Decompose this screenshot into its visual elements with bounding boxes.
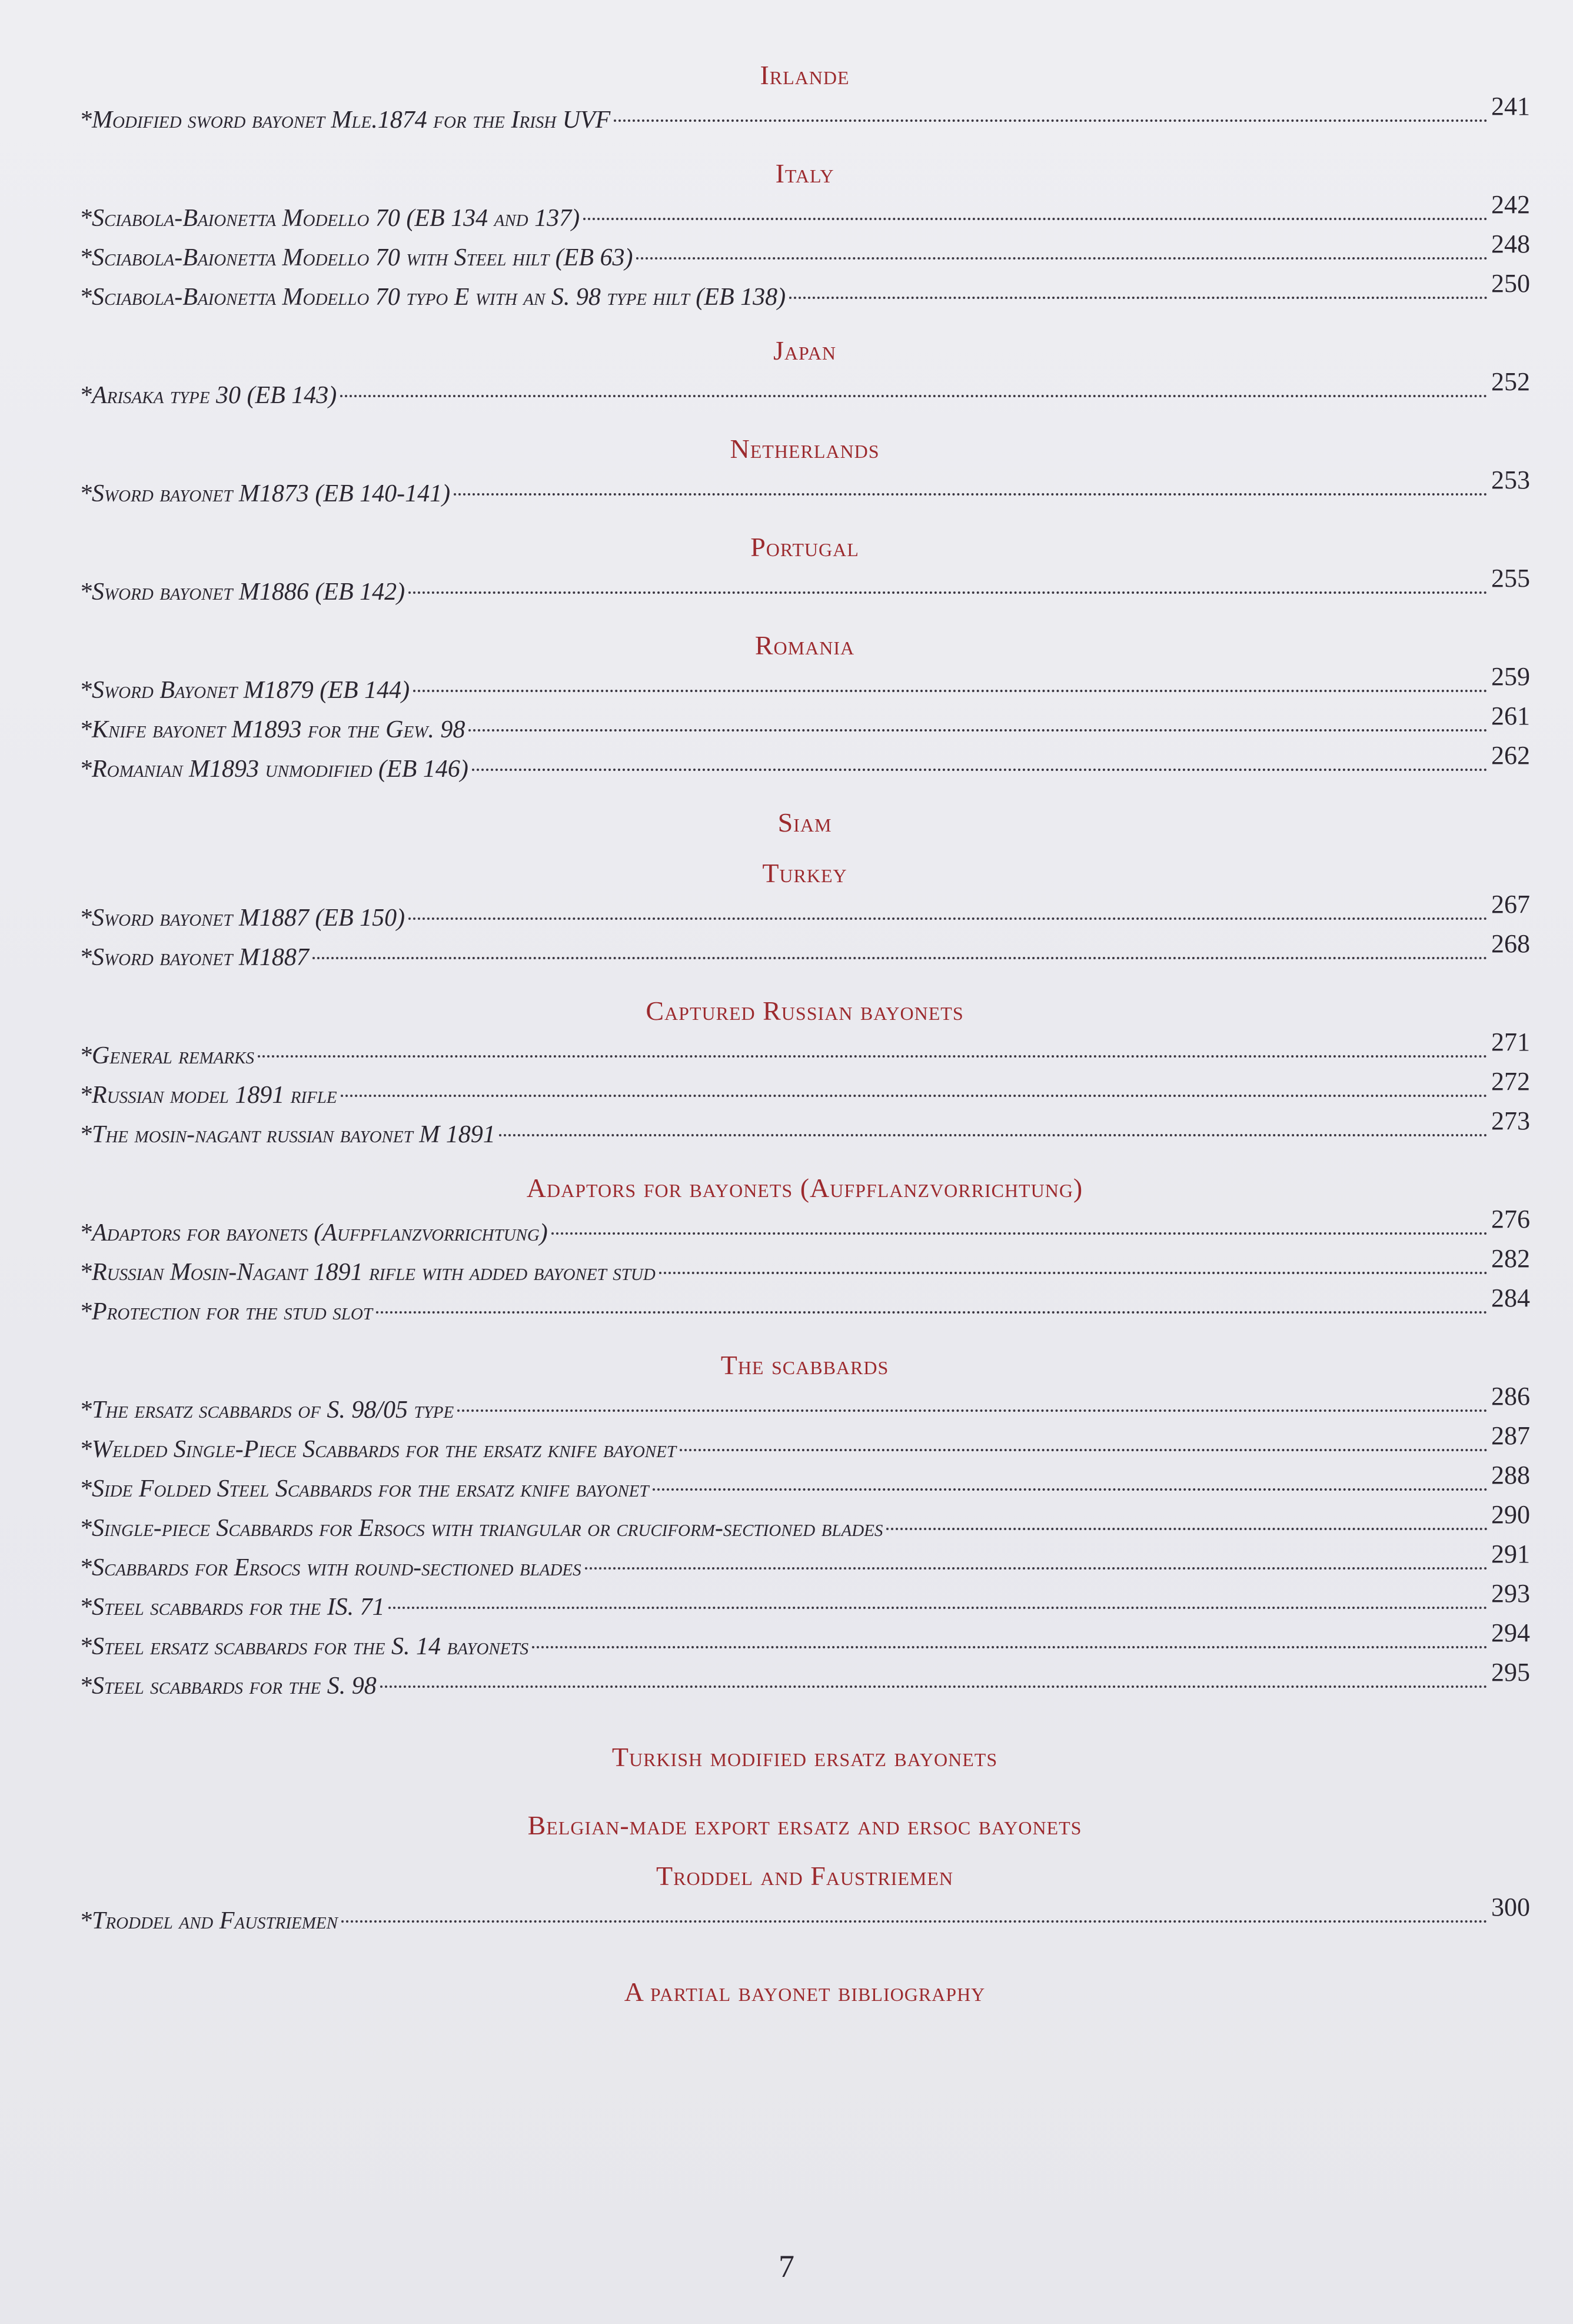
entry-page-number: 242 [1491, 190, 1530, 219]
entry-title: *Sciabola-Baionetta Modello 70 (EB 134 and 137) [79, 205, 580, 232]
dot-leader [413, 690, 1488, 692]
entry-page-number: 252 [1491, 367, 1530, 396]
toc-entry [79, 1028, 1530, 1075]
dot-leader [499, 1134, 1488, 1136]
toc-entry [79, 1540, 1530, 1587]
toc-entry [79, 367, 1530, 415]
dot-leader [789, 297, 1488, 299]
toc-entry [79, 1284, 1530, 1331]
section-heading: Japan [773, 335, 837, 365]
dot-leader [312, 957, 1488, 959]
entry-title: *Steel scabbards for the IS. 71 [79, 1594, 385, 1621]
entry-title: *Sciabola-Baionetta Modello 70 typo E with an S. 98 type hilt (EB 138) [79, 284, 786, 311]
entry-page-number: 271 [1491, 1028, 1530, 1056]
entry-page-number: 272 [1491, 1067, 1530, 1096]
entry-page-number: 259 [1491, 662, 1530, 691]
dot-leader [636, 257, 1488, 260]
toc-entry [79, 230, 1530, 277]
toc-section-scabbards [79, 1349, 1530, 1705]
dot-leader [408, 591, 1488, 594]
dot-leader [380, 1685, 1488, 1688]
entry-title: *Sword bayonet M1887 [79, 944, 309, 971]
entry-title: *Adaptors for bayonets (Aufpflanzvorrichtung) [79, 1219, 548, 1246]
section-heading: Adaptors for bayonets (Aufpflanzvorrichtung) [526, 1173, 1083, 1203]
toc-entry [79, 1658, 1530, 1705]
dot-leader [340, 395, 1488, 397]
toc-entry [79, 466, 1530, 513]
toc-entry [79, 1421, 1530, 1469]
section-heading: Netherlands [730, 434, 880, 464]
entry-title: *Steel scabbards for the S. 98 [79, 1673, 377, 1700]
toc-entry [79, 929, 1530, 977]
entry-title: *The mosin-nagant russian bayonet M 1891 [79, 1121, 495, 1148]
entry-page-number: 268 [1491, 929, 1530, 958]
dot-leader [551, 1232, 1488, 1235]
section-heading: Irlande [760, 60, 850, 90]
toc-entry [79, 741, 1530, 789]
entry-title: *Romanian M1893 unmodified (EB 146) [79, 756, 468, 783]
dot-leader [408, 917, 1488, 920]
toc-section-siam [79, 806, 1530, 839]
dot-leader [472, 769, 1488, 771]
entry-page-number: 295 [1491, 1658, 1530, 1687]
entry-page-number: 261 [1491, 701, 1530, 730]
dot-leader [585, 1567, 1488, 1570]
table-of-contents [79, 59, 1530, 2026]
entry-page-number: 284 [1491, 1284, 1530, 1312]
entry-page-number: 282 [1491, 1244, 1530, 1273]
section-heading: Siam [777, 807, 832, 837]
entry-page-number: 293 [1491, 1579, 1530, 1608]
section-heading: Turkish modified ersatz bayonets [611, 1742, 998, 1772]
dot-leader [341, 1095, 1488, 1097]
section-heading: Captured Russian bayonets [646, 996, 964, 1026]
toc-section-bibliography [79, 1976, 1530, 2009]
toc-entry [79, 1382, 1530, 1429]
entry-page-number: 253 [1491, 466, 1530, 494]
entry-title: *Sword bayonet M1873 (EB 140-141) [79, 480, 451, 507]
toc-entry [79, 190, 1530, 238]
toc-entry [79, 1106, 1530, 1154]
entry-title: *Russian Mosin-Nagant 1891 rifle with added bayonet stud [79, 1259, 656, 1286]
toc-section-belgian-made [79, 1809, 1530, 1842]
entry-page-number: 291 [1491, 1540, 1530, 1568]
entry-page-number: 294 [1491, 1618, 1530, 1647]
entry-title: *Steel ersatz scabbards for the S. 14 bayonets [79, 1633, 529, 1660]
entry-page-number: 300 [1491, 1893, 1530, 1921]
section-heading: The scabbards [720, 1350, 889, 1380]
toc-section-italy [79, 157, 1530, 317]
entry-title: *Sword bayonet M1887 (EB 150) [79, 905, 405, 932]
entry-title: *Modified sword bayonet Mle.1874 for the Irish UVF [79, 107, 611, 134]
entry-page-number: 290 [1491, 1500, 1530, 1529]
toc-section-adaptors [79, 1172, 1530, 1331]
entry-title: *Russian model 1891 rifle [79, 1082, 337, 1109]
dot-leader [583, 218, 1488, 220]
section-heading: Romania [754, 630, 855, 660]
entry-page-number: 276 [1491, 1205, 1530, 1234]
page-number: 7 [779, 2249, 794, 2284]
toc-entry [79, 1579, 1530, 1627]
entry-title: *Sciabola-Baionetta Modello 70 with Steel hilt (EB 63) [79, 244, 633, 271]
toc-section-irlande [79, 59, 1530, 139]
toc-entry [79, 1893, 1530, 1940]
entry-title: *The ersatz scabbards of S. 98/05 type [79, 1397, 454, 1424]
dot-leader [341, 1920, 1488, 1923]
entry-page-number: 262 [1491, 741, 1530, 770]
entry-page-number: 273 [1491, 1106, 1530, 1135]
toc-section-turkey [79, 857, 1530, 977]
dot-leader [532, 1646, 1488, 1648]
entry-title: *Welded Single-Piece Scabbards for the ersatz knife bayonet [79, 1436, 676, 1463]
dot-leader [258, 1055, 1488, 1058]
entry-title: *General remarks [79, 1042, 255, 1069]
dot-leader [886, 1528, 1488, 1530]
toc-entry [79, 1205, 1530, 1252]
toc-entry [79, 1244, 1530, 1292]
entry-title: *Knife bayonet M1893 for the Gew. 98 [79, 716, 465, 743]
toc-section-captured-russian [79, 995, 1530, 1154]
entry-title: *Side Folded Steel Scabbards for the ersatz knife bayonet [79, 1475, 649, 1502]
dot-leader [653, 1488, 1488, 1491]
toc-entry [79, 1500, 1530, 1548]
entry-page-number: 267 [1491, 890, 1530, 919]
toc-entry [79, 92, 1530, 139]
section-heading: Italy [775, 158, 834, 188]
entry-page-number: 248 [1491, 230, 1530, 258]
section-heading: A partial bayonet bibliography [624, 1977, 986, 2007]
entry-page-number: 286 [1491, 1382, 1530, 1411]
entry-page-number: 241 [1491, 92, 1530, 121]
dot-leader [376, 1311, 1488, 1314]
dot-leader [659, 1272, 1488, 1274]
toc-section-turkish-modified [79, 1741, 1530, 1774]
toc-entry [79, 1618, 1530, 1666]
toc-section-japan [79, 334, 1530, 415]
entry-title: *Sword bayonet M1886 (EB 142) [79, 578, 405, 606]
entry-title: *Sword Bayonet M1879 (EB 144) [79, 677, 410, 704]
section-heading: Portugal [750, 532, 859, 562]
toc-entry [79, 1067, 1530, 1115]
dot-leader [457, 1409, 1488, 1412]
dot-leader [614, 119, 1488, 122]
entry-page-number: 250 [1491, 269, 1530, 298]
toc-section-romania [79, 629, 1530, 789]
entry-title: *Scabbards for Ersocs with round-sectioned blades [79, 1554, 581, 1581]
toc-entry [79, 269, 1530, 317]
entry-title: *Arisaka type 30 (EB 143) [79, 382, 337, 409]
toc-entry [79, 1461, 1530, 1508]
dot-leader [468, 729, 1488, 732]
toc-entry [79, 564, 1530, 611]
toc-section-portugal [79, 531, 1530, 611]
entry-page-number: 287 [1491, 1421, 1530, 1450]
dot-leader [454, 493, 1488, 496]
entry-title: *Troddel and Faustriemen [79, 1907, 338, 1934]
toc-section-troddel [79, 1860, 1530, 1940]
dot-leader [680, 1449, 1488, 1451]
entry-title: *Protection for the stud slot [79, 1298, 373, 1325]
section-heading: Turkey [762, 858, 847, 888]
entry-page-number: 255 [1491, 564, 1530, 593]
entry-title: *Single-piece Scabbards for Ersocs with triangular or cruciform-sectioned blades [79, 1515, 883, 1542]
toc-entry [79, 701, 1530, 749]
section-heading: Troddel and Faustriemen [656, 1861, 953, 1891]
entry-page-number: 288 [1491, 1461, 1530, 1490]
toc-section-netherlands [79, 433, 1530, 513]
dot-leader [388, 1607, 1488, 1609]
toc-entry [79, 890, 1530, 937]
section-heading: Belgian-made export ersatz and ersoc bayonets [527, 1810, 1082, 1840]
toc-entry [79, 662, 1530, 710]
